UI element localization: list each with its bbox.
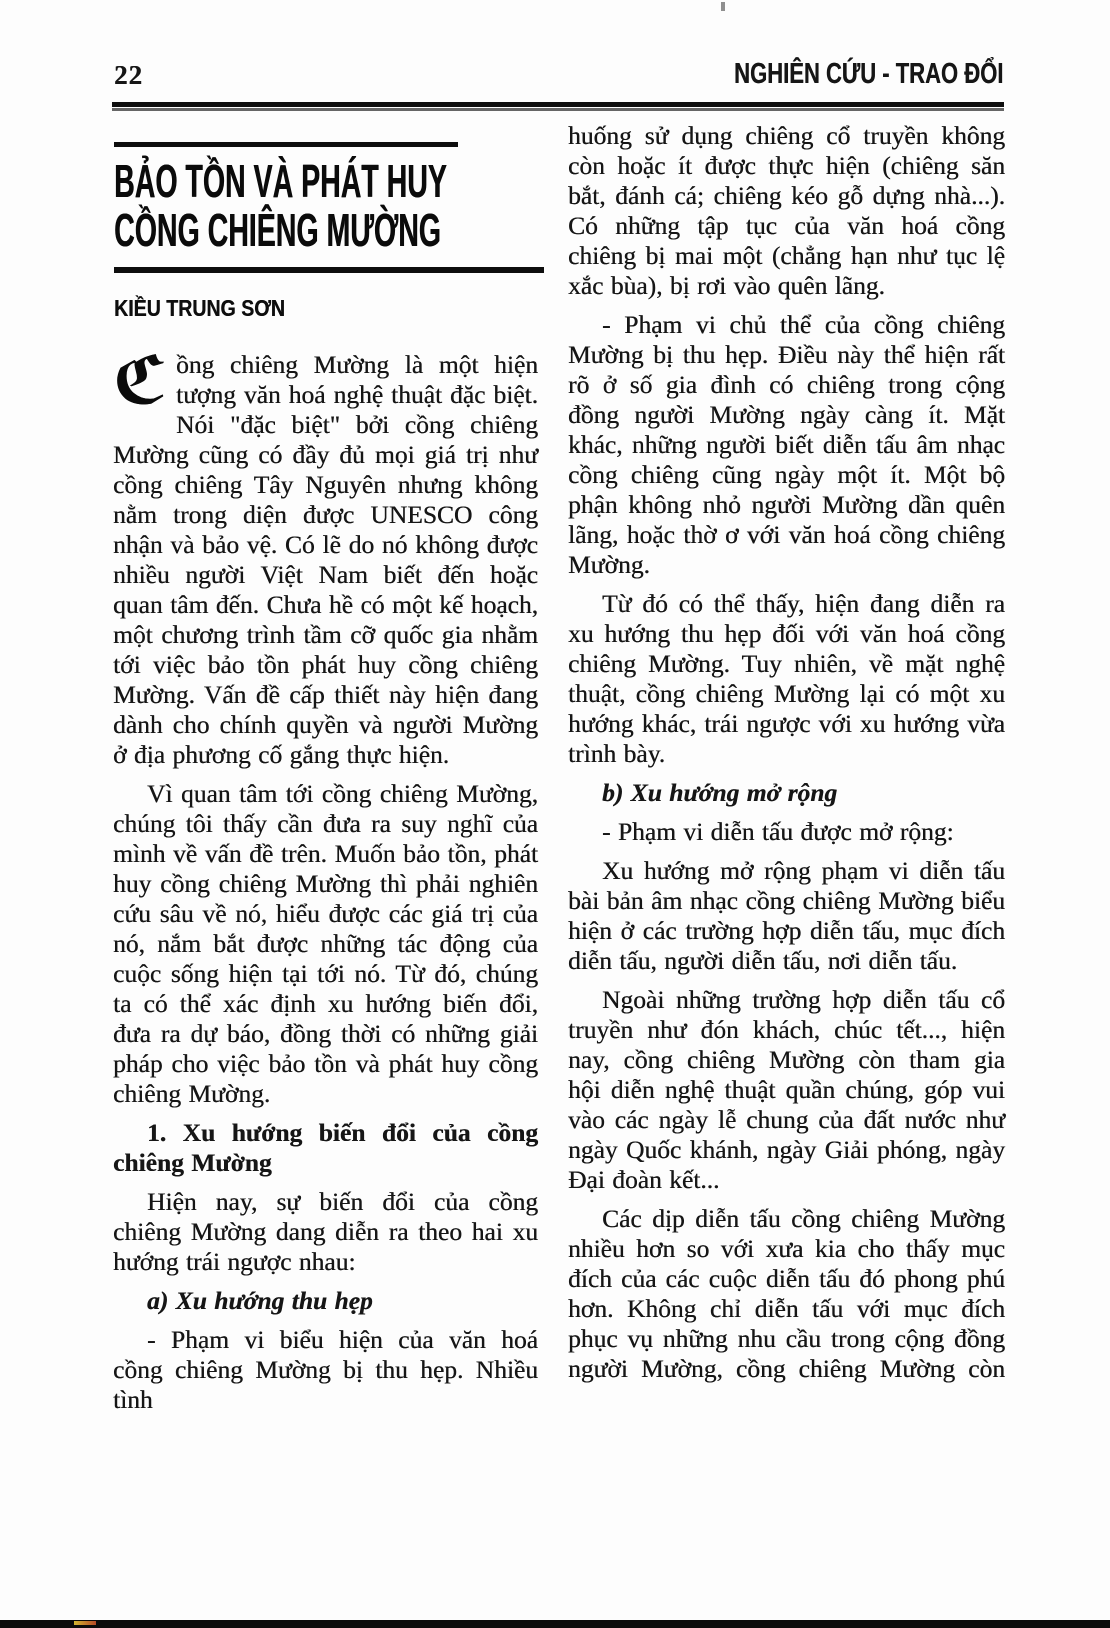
- paragraph-continuation: huống sử dụng chiêng cổ truyền không còn hoặc ít được thực hiện (chiêng săn bắt, đánh cá; chiêng kéo gỗ dựng nhà...). Có những tập tục của văn hoá cồng chiêng bị mai một (chẳng hạn như tục lệ xắc bùa), bị rơi vào quên lãng.: [568, 121, 1005, 300]
- article-title-block: [114, 142, 544, 322]
- article-title-line-1: BẢO TỒN VÀ PHÁT HUY: [114, 155, 447, 207]
- running-head-label: NGHIÊN CỨU - TRAO ĐỔI: [733, 58, 1003, 90]
- scan-artifact-tick: [721, 2, 725, 11]
- dropcap-letter: ℭ: [113, 341, 168, 419]
- paragraph: - Phạm vi biểu hiện của văn hoá cồng chiêng Mường bị thu hẹp. Nhiều tình: [113, 1325, 538, 1414]
- paragraph: Các dịp diễn tấu cồng chiêng Mường nhiều hơn so với xưa kia cho thấy mục đích của các cuộc diễn tấu đó phong phú hơn. Không chỉ diễn tấu với mục đích phục vụ những nhu cầu trong cộng đồng người Mường, cồng chiêng Mường còn: [568, 1204, 1005, 1383]
- paragraph: Ngoài những trường hợp diễn tấu cổ truyền như đón khách, chúc tết..., hiện nay, cồng chiêng Mường còn tham gia hội diễn nghệ thuật quần chúng, góp vui vào các ngày lễ chung của đất nước như ngày Quốc khánh, ngày Giải phóng, ngày Đại đoàn kết...: [568, 985, 1005, 1194]
- title-rule-top: [114, 142, 458, 147]
- subsection-heading-b: b) Xu hướng mở rộng: [602, 778, 838, 807]
- header-rule-line-2: [112, 108, 1004, 111]
- paragraph: - Phạm vi chủ thể của cồng chiêng Mường bị thu hẹp. Điều này thể hiện rất rõ ở số gia đình có chiêng trong cộng đồng người Mường ngày càng ít. Mặt khác, những người biết diễn tấu âm nhạc cồng chiêng cũng ngày một ít. Một bộ phận không nhỏ người Mường dần quên lãng, hoặc thờ ơ với văn hoá cồng chiêng Mường.: [568, 310, 1005, 579]
- scan-speck: [74, 1621, 96, 1625]
- paragraph: - Phạm vi diễn tấu được mở rộng:: [602, 817, 954, 846]
- page-number: 22: [114, 60, 143, 90]
- section-heading-1: 1. Xu hướng biến đổi của cồng chiêng Mường: [113, 1118, 538, 1177]
- left-column: [113, 341, 538, 1424]
- title-rule-bottom: [114, 267, 544, 273]
- author-byline: [114, 295, 544, 322]
- paragraph: Hiện nay, sự biến đổi của cồng chiêng Mường dang diễn ra theo hai xu hướng trái ngược nhau:: [113, 1187, 538, 1276]
- right-column: [568, 121, 1005, 1393]
- article-title: [114, 157, 544, 255]
- subsection-heading-a: a) Xu hướng thu hẹp: [147, 1286, 373, 1315]
- paragraph-intro-text: ồng chiêng Mường là một hiện tượng văn hoá nghệ thuật đặc biệt. Nói "đặc biệt" bởi cồng chiêng Mường cũng có đầy đủ mọi giá trị như cồng chiêng Tây Nguyên nhưng không nằm trong diện được UNESCO công nhận và bảo vệ. Có lẽ do nó không được nhiều người Việt Nam biết đến hoặc quan tâm đến. Chưa hề có một kế hoạch, một chương trình tầm cỡ quốc gia nhằm tới việc bảo tồn phát huy cồng chiêng Mường. Vấn đề cấp thiết này hiện đang dành cho chính quyền và người Mường ở địa phương cố gắng thực hiện.: [113, 350, 538, 769]
- running-head: [649, 58, 1003, 91]
- scan-edge-strip: [0, 1620, 1110, 1628]
- header-rule-line-1: [112, 102, 1004, 107]
- article-title-line-2: CỒNG CHIÊNG MƯỜNG: [114, 204, 441, 256]
- author-name: KIỀU TRUNG SƠN: [114, 295, 285, 321]
- paragraph: Từ đó có thể thấy, hiện đang diễn ra xu hướng thu hẹp đối với văn hoá cồng chiêng Mường. Tuy nhiên, về mặt nghệ thuật, cồng chiêng Mường lại có một xu hướng khác, trái ngược với xu hướng vừa trình bày.: [568, 589, 1005, 768]
- header-rule: [112, 102, 1004, 111]
- paragraph-intro: [113, 341, 538, 770]
- paragraph: Xu hướng mở rộng phạm vi diễn tấu bài bản âm nhạc cồng chiêng Mường biểu hiện ở các trường hợp diễn tấu, mục đích diễn tấu, người diễn tấu, nơi diễn tấu.: [568, 856, 1005, 975]
- paragraph: Vì quan tâm tới cồng chiêng Mường, chúng tôi thấy cần đưa ra suy nghĩ của mình về vấn đề trên. Muốn bảo tồn, phát huy cồng chiêng Mường thì phải nghiên cứu sâu về nó, hiểu được các giá trị của nó, nắm bắt được những tác động của cuộc sống hiện tại tới nó. Từ đó, chúng ta có thể xác định xu hướng biến đổi, đưa ra dự báo, đồng thời có những giải pháp cho việc bảo tồn và phát huy cồng chiêng Mường.: [113, 779, 538, 1108]
